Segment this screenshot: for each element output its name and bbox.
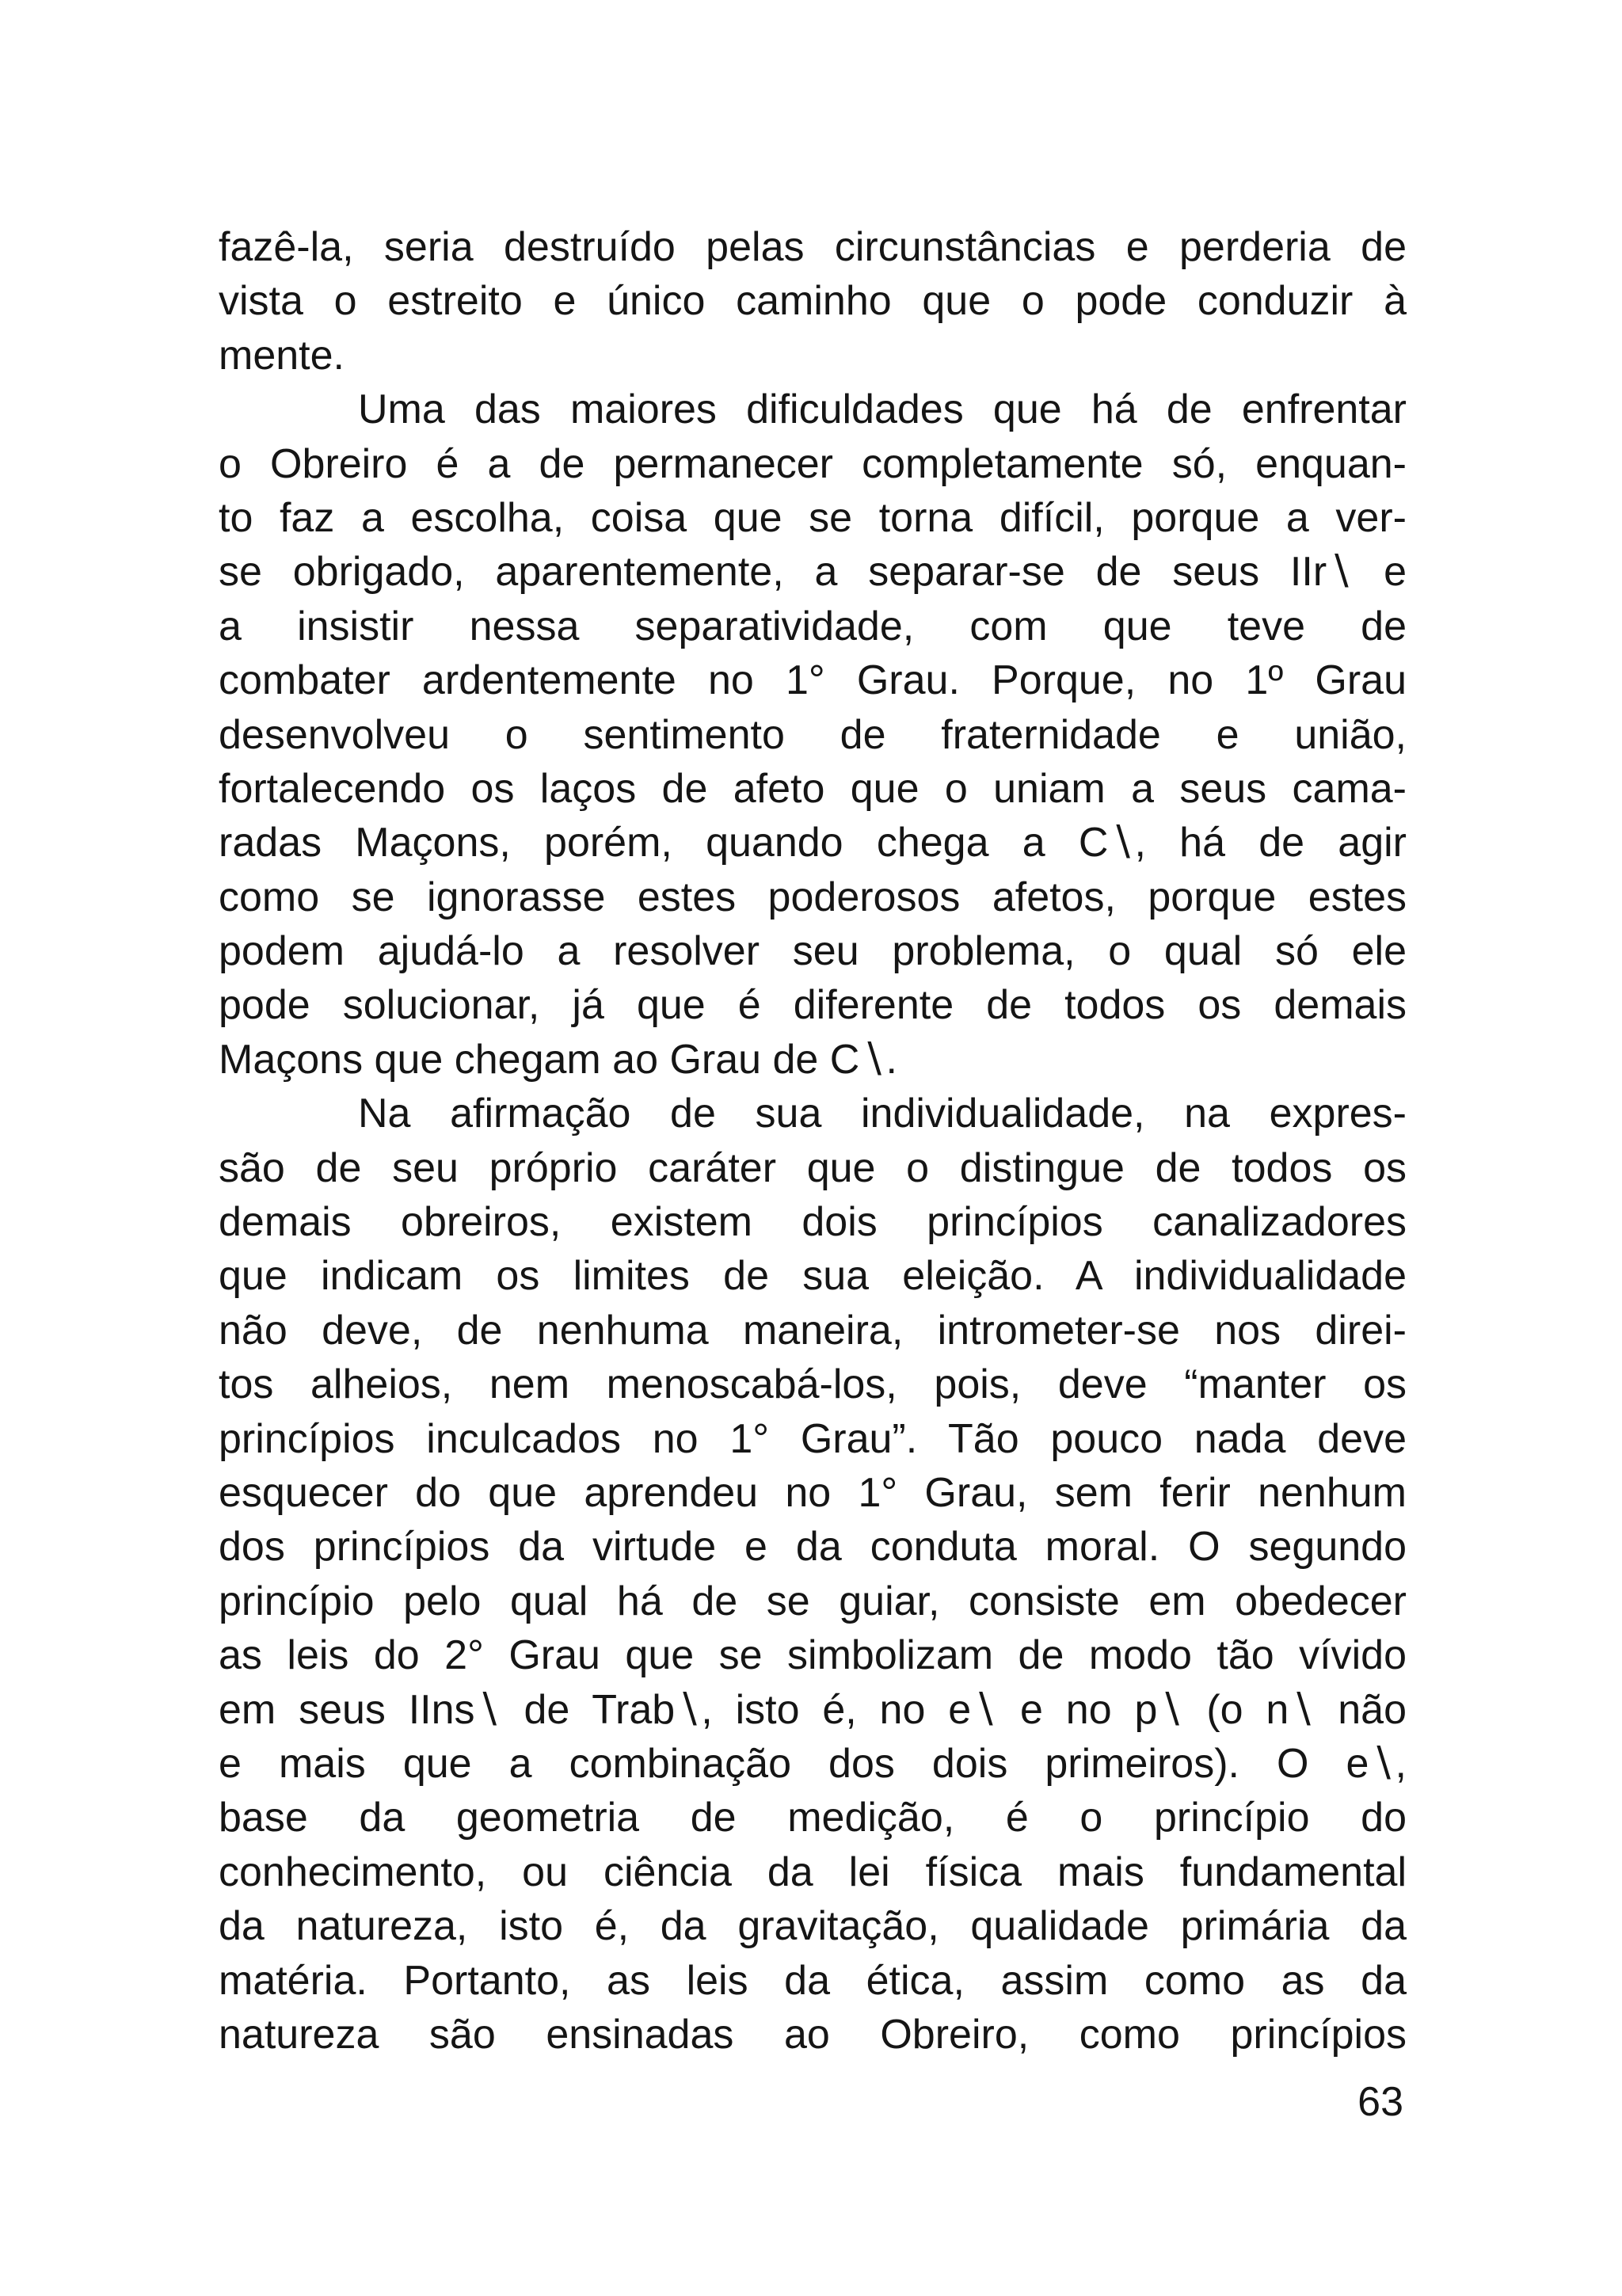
text-line: princípio pelo qual há de se guiar, consiste em obedecer bbox=[219, 1578, 1407, 1624]
text-line: to faz a escolha, coisa que se torna difícil, porque a ver- bbox=[219, 494, 1407, 541]
text-line: radas Maçons, porém, quando chega a C∖, há de agir bbox=[219, 820, 1407, 866]
text-line: da natureza, isto é, da gravitação, qualidade primária da bbox=[219, 1903, 1407, 1950]
text-line: esquecer do que aprendeu no 1° Grau, sem ferir nenhum bbox=[219, 1469, 1407, 1516]
text-line: Maçons que chegam ao Grau de C∖. bbox=[219, 1036, 897, 1083]
text-line: fazê-la, seria destruído pelas circunstâncias e perderia de bbox=[219, 224, 1407, 270]
text-line: o Obreiro é a de permanecer completamente só, enquan- bbox=[219, 440, 1407, 487]
text-line: desenvolveu o sentimento de fraternidade e união, bbox=[219, 711, 1407, 758]
text-line: dos princípios da virtude e da conduta moral. O segundo bbox=[219, 1524, 1407, 1571]
text-line: como se ignorasse estes poderosos afetos, porque estes bbox=[219, 874, 1407, 920]
text-line: a insistir nessa separatividade, com que teve de bbox=[219, 603, 1407, 649]
page-number: 63 bbox=[1357, 2079, 1403, 2125]
text-line: e mais que a combinação dos dois primeiros). O e∖, bbox=[219, 1740, 1407, 1787]
text-line: demais obreiros, existem dois princípios canalizadores bbox=[219, 1199, 1407, 1246]
text-line: mente. bbox=[219, 332, 345, 379]
text-line: base da geometria de medição, é o princípio do bbox=[219, 1795, 1407, 1841]
paragraph-start-line: Na afirmação de sua individualidade, na expres- bbox=[358, 1091, 1407, 1137]
text-line: se obrigado, aparentemente, a separar-se de seus IIr∖ e bbox=[219, 549, 1407, 596]
text-line: vista o estreito e único caminho que o pode conduzir à bbox=[219, 278, 1407, 325]
text-line: fortalecendo os laços de afeto que o uniam a seus cama- bbox=[219, 765, 1407, 812]
text-line: não deve, de nenhuma maneira, intrometer-se nos direi- bbox=[219, 1307, 1407, 1354]
text-line: que indicam os limites de sua eleição. A individualidade bbox=[219, 1253, 1407, 1300]
text-line: podem ajudá-lo a resolver seu problema, o qual só ele bbox=[219, 928, 1407, 975]
text-line: são de seu próprio caráter que o distingue de todos os bbox=[219, 1144, 1407, 1191]
text-line: pode solucionar, já que é diferente de todos os demais bbox=[219, 982, 1407, 1029]
text-line: em seus IIns∖ de Trab∖, isto é, no e∖ e no p∖ (o n∖ não bbox=[219, 1686, 1407, 1733]
text-line: matéria. Portanto, as leis da ética, assim como as da bbox=[219, 1957, 1407, 2004]
text-line: tos alheios, nem menoscabá-los, pois, deve “manter os bbox=[219, 1361, 1407, 1408]
body-text bbox=[219, 220, 1407, 2062]
text-line: natureza são ensinadas ao Obreiro, como princípios bbox=[219, 2011, 1407, 2058]
text-line: as leis do 2° Grau que se simbolizam de modo tão vívido bbox=[219, 1632, 1407, 1679]
text-line: combater ardentemente no 1° Grau. Porque, no 1º Grau bbox=[219, 657, 1407, 704]
text-line: conhecimento, ou ciência da lei física mais fundamental bbox=[219, 1849, 1407, 1895]
paragraph-start-line: Uma das maiores dificuldades que há de enfrentar bbox=[358, 386, 1407, 433]
text-line: princípios inculcados no 1° Grau”. Tão pouco nada deve bbox=[219, 1415, 1407, 1462]
